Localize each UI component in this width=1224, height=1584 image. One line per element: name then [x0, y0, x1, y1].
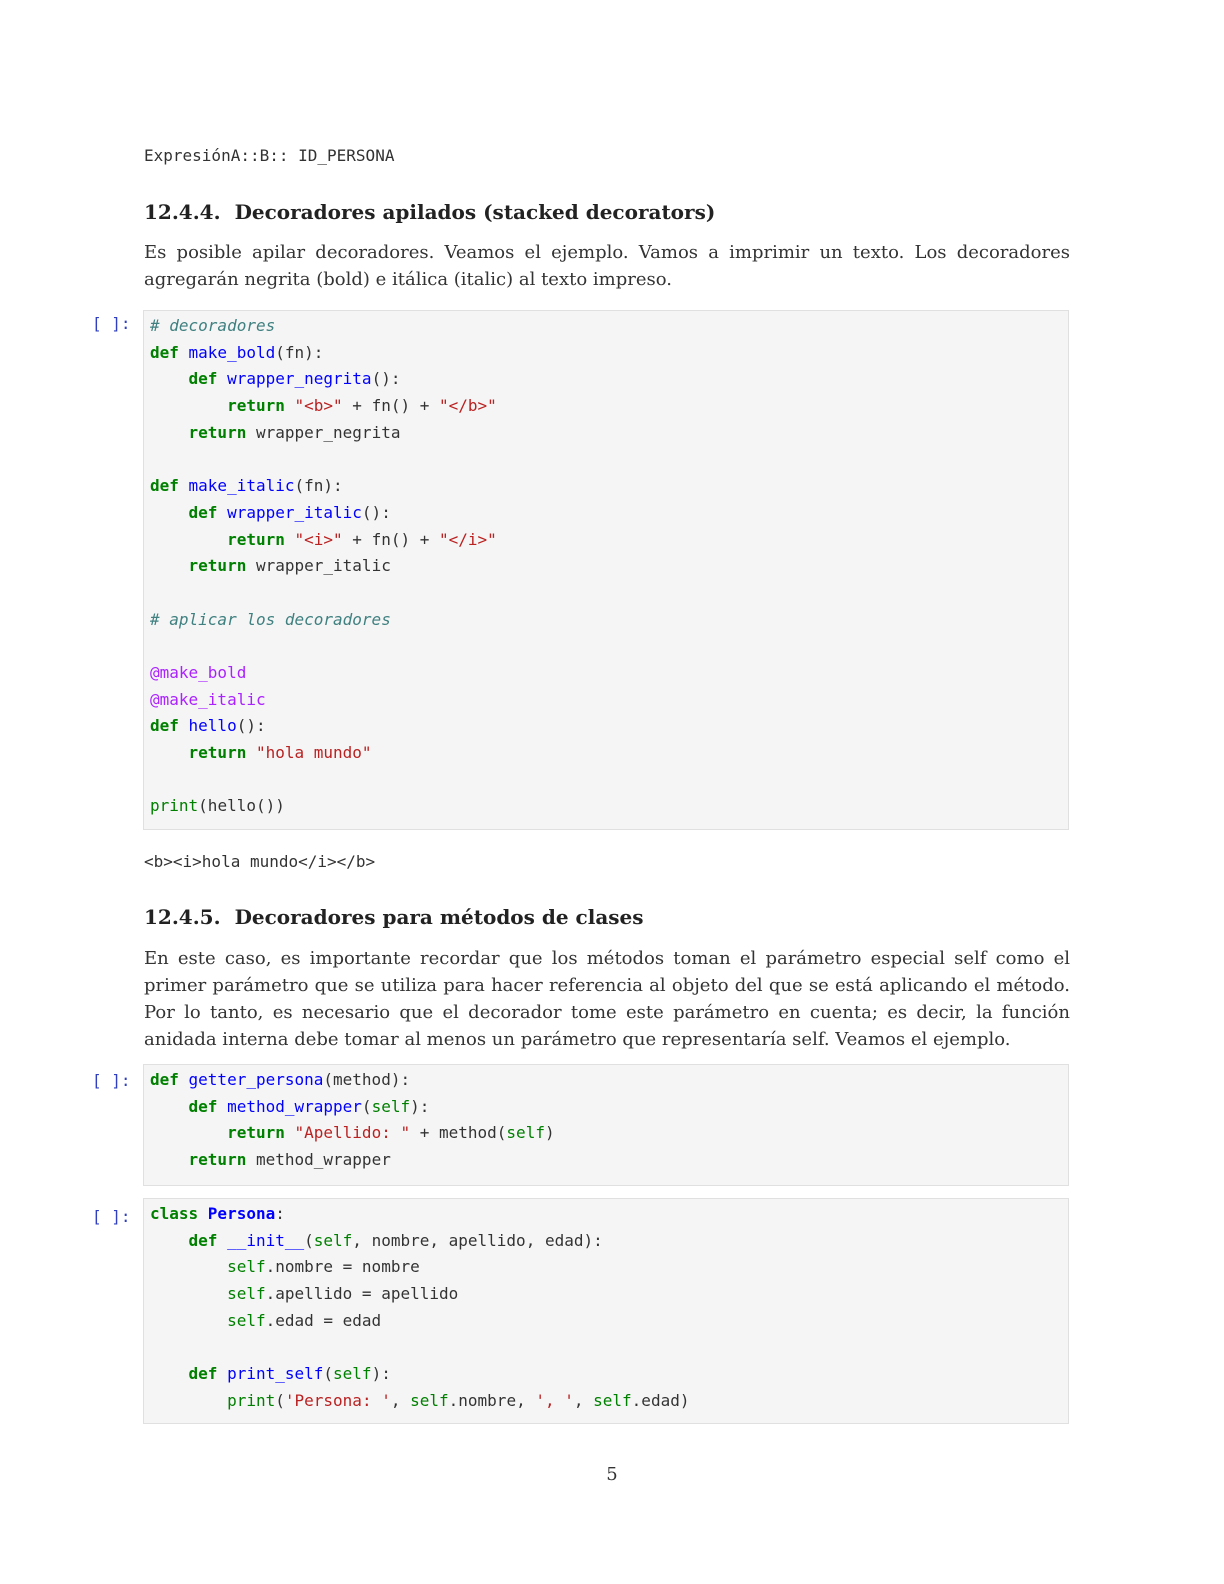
code-token — [150, 1284, 227, 1303]
code-token: , — [573, 1390, 594, 1410]
code-block — [144, 311, 1068, 820]
code-token: , nombre, apellido, edad): — [352, 1230, 603, 1250]
code-token — [150, 1391, 227, 1410]
section-number: 12.4.4. — [144, 200, 221, 224]
code-token: self — [506, 1123, 545, 1143]
body-paragraph: Es posible apilar decoradores. Veamos el ejemplo. Vamos a imprimir un texto. Los decoradores agregarán negrita (bold) e itálica (italic) al texto impreso. — [144, 242, 1070, 290]
cell-prompt: [ ]: — [92, 314, 131, 333]
code-token: self — [371, 1096, 411, 1116]
code-token: ( — [304, 1230, 314, 1250]
code-token: # aplicar los decoradores — [150, 609, 391, 629]
code-token: Persona — [207, 1204, 276, 1223]
code-token: .edad = edad — [265, 1310, 382, 1330]
code-token: def — [150, 1230, 228, 1250]
code-cell[interactable] — [143, 1064, 1069, 1186]
code-block — [144, 1199, 1068, 1415]
cell-prompt: [ ]: — [92, 1207, 131, 1226]
code-token: wrapper_negrita — [255, 422, 401, 442]
code-token: @make_italic — [150, 689, 266, 709]
code-line — [150, 1147, 1068, 1174]
code-line — [150, 793, 1068, 820]
code-token: wrapper_italic — [227, 502, 362, 522]
code-line — [150, 420, 1068, 447]
code-line — [150, 313, 1068, 340]
code-token: return — [150, 529, 295, 549]
code-cell[interactable] — [143, 1198, 1069, 1424]
code-token: , — [390, 1390, 411, 1410]
code-token: self — [227, 1310, 266, 1330]
code-token — [150, 1311, 227, 1330]
code-token: method_wrapper — [255, 1150, 391, 1170]
code-token: (): — [371, 369, 401, 389]
code-token: self — [313, 1230, 353, 1250]
cell-output: <b><i>hola mundo</i></b> — [144, 852, 376, 871]
code-token: "<i>" — [294, 529, 343, 549]
cell-prompt: [ ]: — [92, 1071, 131, 1090]
code-token: def — [150, 342, 189, 362]
code-token: "</b>" — [439, 396, 497, 416]
code-line — [150, 1254, 1068, 1281]
section-heading — [144, 905, 644, 929]
code-token: return — [150, 422, 256, 442]
code-token: print_self — [227, 1364, 324, 1384]
code-token: 'Persona: ' — [284, 1390, 391, 1410]
code-token — [150, 1257, 227, 1276]
code-token: .nombre, — [448, 1390, 536, 1410]
code-line — [150, 500, 1068, 527]
code-line — [150, 687, 1068, 714]
code-token: ) — [544, 1123, 555, 1143]
code-token: ( — [323, 1364, 334, 1384]
code-line — [150, 1361, 1068, 1388]
section-title: Decoradores apilados (stacked decorators) — [234, 200, 716, 224]
code-token: print — [150, 796, 199, 816]
code-line — [150, 1201, 1068, 1228]
code-line — [150, 1308, 1068, 1335]
code-line — [150, 473, 1068, 500]
code-token: + method( — [410, 1123, 507, 1143]
code-token: ): — [410, 1096, 430, 1116]
code-token: (fn): — [275, 342, 324, 362]
code-token: return — [150, 1123, 295, 1143]
code-token: (hello()) — [198, 796, 285, 816]
code-token: ): — [371, 1364, 391, 1384]
code-token: ', ' — [535, 1390, 574, 1410]
code-token: @make_bold — [150, 662, 247, 682]
code-token: : — [275, 1204, 285, 1223]
code-line — [150, 713, 1068, 740]
page-number: 5 — [606, 1464, 618, 1485]
code-token: (): — [361, 502, 391, 522]
code-token: getter_persona — [188, 1070, 324, 1089]
code-token: "hola mundo" — [255, 743, 372, 762]
code-token: def — [150, 1070, 189, 1089]
code-cell[interactable] — [143, 310, 1069, 830]
code-token: wrapper_negrita — [227, 369, 372, 389]
code-line — [150, 366, 1068, 393]
code-token: (method): — [323, 1070, 411, 1089]
code-line — [150, 340, 1068, 367]
code-line — [150, 580, 1068, 607]
code-token: def — [150, 502, 228, 522]
section-heading — [144, 200, 715, 224]
code-token: ( — [361, 1096, 372, 1116]
code-token: method_wrapper — [227, 1096, 362, 1116]
code-line — [150, 633, 1068, 660]
code-token: "Apellido: " — [294, 1123, 411, 1143]
code-line — [150, 1067, 1068, 1094]
code-line — [150, 740, 1068, 767]
code-token: .apellido = apellido — [265, 1284, 459, 1304]
code-line — [150, 446, 1068, 473]
code-line — [150, 767, 1068, 794]
code-token: # decoradores — [150, 316, 276, 335]
code-token: def — [150, 1364, 228, 1384]
code-token: return — [150, 1150, 256, 1170]
code-line — [150, 660, 1068, 687]
code-token: def — [150, 716, 189, 736]
code-token: .nombre = nombre — [265, 1257, 420, 1277]
code-token: def — [150, 476, 189, 496]
code-token: "<b>" — [294, 396, 343, 416]
code-block — [144, 1065, 1068, 1174]
code-token: self — [593, 1390, 632, 1410]
code-token: (): — [236, 716, 266, 736]
code-token: wrapper_italic — [255, 556, 391, 576]
code-line — [150, 1228, 1068, 1255]
code-token: class — [150, 1204, 208, 1223]
code-token: + fn() + — [342, 396, 439, 416]
code-line — [150, 393, 1068, 420]
code-token: return — [150, 743, 256, 762]
code-token: def — [150, 369, 228, 389]
code-token: self — [333, 1364, 372, 1384]
code-token: (fn): — [294, 476, 343, 496]
body-paragraph: En este caso, es importante recordar que los métodos toman el parámetro especial self como el primer parámetro que se utiliza para hacer referencia al objeto del que se está aplicando el método. Por lo tanto, es necesario que el decorador tome este parámetro en cuenta; es decir, la función anidada interna debe tomar al menos un parámetro que representaría self. Veamos el ejemplo. — [144, 948, 1070, 1050]
code-token: "</i>" — [439, 529, 497, 549]
code-token: hello — [188, 716, 237, 736]
code-line — [150, 607, 1068, 634]
code-line — [150, 1388, 1068, 1415]
code-token: ( — [275, 1390, 285, 1410]
code-token: return — [150, 396, 295, 416]
output-text: ExpresiónA::B:: ID_PERSONA — [144, 146, 395, 165]
code-line — [150, 1120, 1068, 1147]
code-token: return — [150, 556, 256, 576]
code-token: def — [150, 1096, 228, 1116]
code-token: make_italic — [188, 476, 295, 496]
code-token: .edad) — [631, 1390, 690, 1410]
code-token: self — [227, 1257, 266, 1277]
section-title: Decoradores para métodos de clases — [234, 905, 644, 929]
code-line — [150, 1094, 1068, 1121]
section-number: 12.4.5. — [144, 905, 221, 929]
code-line — [150, 1281, 1068, 1308]
code-token: self — [227, 1284, 266, 1304]
code-token: make_bold — [188, 342, 276, 362]
code-line — [150, 1334, 1068, 1361]
code-token: self — [410, 1390, 449, 1410]
code-line — [150, 527, 1068, 554]
code-line — [150, 553, 1068, 580]
code-token: + fn() + — [342, 529, 439, 549]
code-token: print — [227, 1390, 276, 1410]
code-token: __init__ — [227, 1230, 305, 1250]
